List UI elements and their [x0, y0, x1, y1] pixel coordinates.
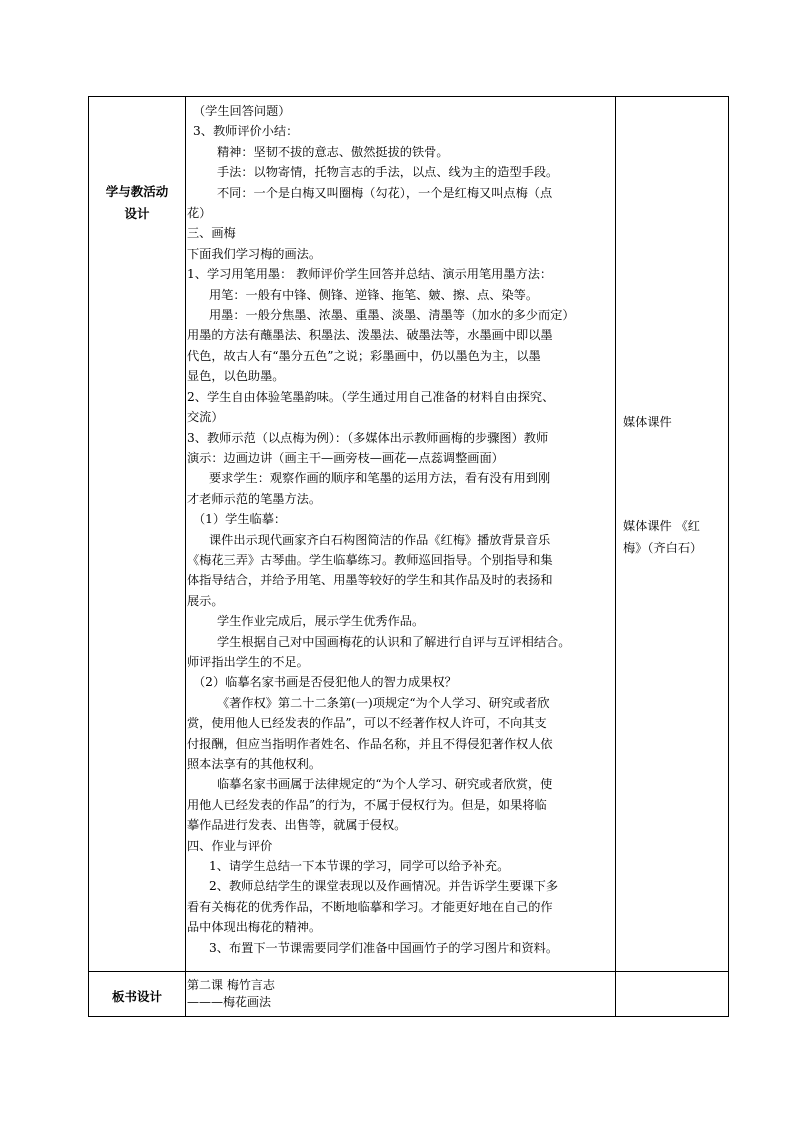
content-line: 赏，使用他人已经发表的作品”，可以不经著作权人许可，不向其支: [187, 716, 547, 731]
content-line: 付报酬，但应当指明作者姓名、作品名称，并且不得侵犯著作权人依: [187, 736, 553, 751]
content-line: 用他人已经发表的作品”的行为，不属于侵权行为。但是，如果将临: [187, 797, 547, 812]
content-line: 课件出示现代画家齐白石构图简洁的作品《红梅》播放背景音乐: [209, 532, 551, 547]
content-line: 下面我们学习梅的画法。: [187, 246, 322, 261]
board-design-label: 板书设计: [111, 989, 162, 1004]
content-line: 师评指出学生的不足。: [187, 654, 309, 669]
content-line: 3、教师评价小结：: [193, 124, 299, 139]
board-subtitle: ———梅花画法: [187, 995, 272, 1009]
activity-design-label: 学与教活动 设计: [105, 184, 169, 221]
activity-content: [187, 101, 615, 958]
content-line: 摹作品进行发表、出售等，就属于侵权。: [187, 818, 407, 833]
content-line: 展示。: [187, 593, 224, 608]
content-line: 2、学生自由体验笔墨韵味。（学生通过用自己准备的材料自由探究、: [187, 389, 555, 404]
row-divider: [89, 971, 728, 972]
media-item-red-plum: 媒体课件 《红 梅》（齐白石）: [623, 519, 703, 555]
content-line: 显色，以色助墨。: [187, 369, 285, 384]
content-line: 1、请学生总结一下本节课的学习，同学可以给予补充。: [209, 859, 510, 874]
content-line: 《梅花三弄》古琴曲。学生临摹练习。教师巡回指导。个别指导和集: [187, 552, 553, 567]
content-line: 看有关梅花的优秀作品，不断地临摹和学习。才能更好地在自己的作: [187, 899, 553, 914]
content-line: 《著作权》第二十二条第(一)项规定“为个人学习、研究或者欣: [217, 695, 550, 710]
column-divider-right: [615, 97, 616, 1016]
content-line: 学生作业完成后，展示学生优秀作品。: [217, 614, 425, 629]
board-content: [187, 977, 607, 1011]
content-line: （2）临摹名家书画是否侵犯他人的智力成果权？: [193, 675, 457, 690]
content-line: （1）学生临摹：: [193, 512, 287, 527]
content-line: 代色，故古人有“墨分五色”之说；彩墨画中，仍以墨色为主，以墨: [187, 348, 541, 363]
content-line: 品中体现出梅花的精神。: [187, 920, 322, 935]
content-line: 体指导结合，并给予用笔、用墨等较好的学生和其作品及时的表扬和: [187, 573, 553, 588]
content-line: 不同：一个是白梅又叫圈梅（勾花），一个是红梅又叫点梅（点: [217, 185, 553, 200]
content-line: 3、教师示范（以点梅为例）：（多媒体出示教师画梅的步骤图）教师: [187, 430, 549, 445]
board-title: 第二课 梅竹言志: [187, 978, 275, 992]
content-line: 手法：以物寄情，托物言志的手法，以点、线为主的造型手段。: [217, 165, 559, 180]
content-line: 三、画梅: [187, 226, 236, 241]
media-item-courseware: 媒体课件: [623, 415, 672, 429]
content-line: 用墨：一般分焦墨、浓墨、重墨、淡墨、清墨等（加水的多少而定）: [209, 308, 575, 323]
content-line: 2、教师总结学生的课堂表现以及作画情况。并告诉学生要课下多: [209, 879, 559, 894]
content-line: 用墨的方法有蘸墨法、积墨法、泼墨法、破墨法等，水墨画中即以墨: [187, 328, 553, 343]
content-line: 照本法享有的其他权利。: [187, 757, 322, 771]
content-line: 交流）: [187, 410, 224, 425]
content-line: 四、作业与评价: [187, 838, 273, 853]
content-line: 临摹名家书画属于法律规定的“为个人学习、研究或者欣赏，使: [217, 777, 553, 792]
content-line: 要求学生：观察作画的顺序和笔墨的运用方法，看有没有用到刚: [209, 471, 551, 486]
content-line: 用笔：一般有中锋、侧锋、逆锋、拖笔、皴、擦、点、染等。: [209, 287, 539, 302]
column-divider-left: [185, 97, 186, 1016]
content-line: （学生回答问题）: [193, 104, 291, 118]
content-line: 1、学习用笔用墨： 教师评价学生回答并总结、演示用笔用墨方法：: [187, 267, 553, 282]
content-line: 3、布置下一节课需要同学们准备中国画竹子的学习图片和资料。: [209, 940, 559, 955]
content-line: 演示：边画边讲（画主干—画旁枝—画花—点蕊调整画面）: [187, 450, 504, 465]
content-line: 花）: [187, 206, 212, 221]
content-line: 才老师示范的笔墨方法。: [187, 491, 322, 506]
content-line: 学生根据自己对中国画梅花的认识和了解进行自评与互评相结合。: [217, 634, 571, 649]
lesson-plan-table: [88, 96, 729, 1017]
content-line: 精神：坚韧不拔的意志、傲然挺拔的铁骨。: [217, 144, 449, 159]
